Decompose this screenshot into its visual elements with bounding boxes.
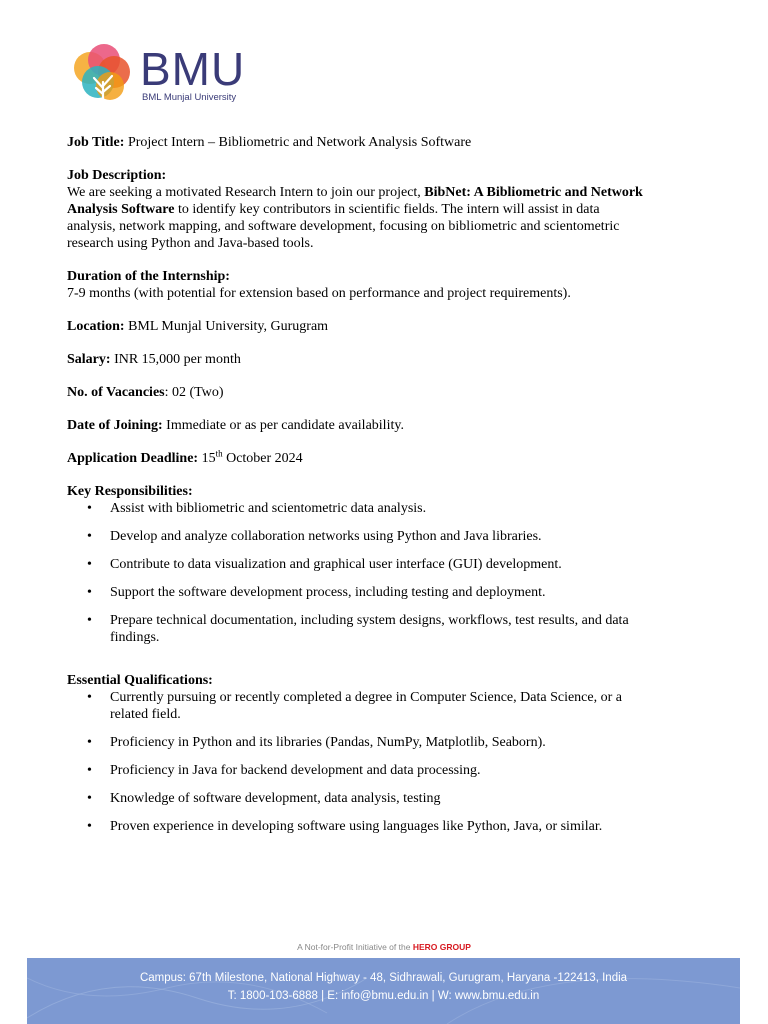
job-description-section	[67, 167, 647, 252]
job-title-row	[67, 134, 647, 151]
qualifications-list	[67, 689, 647, 835]
campus-address: Campus: 67th Milestone, National Highway - 48, Sidhrawali, Gurugram, Haryana -122413, India	[139, 972, 628, 984]
vacancies-label: No. of Vacancies	[67, 385, 165, 400]
vacancies-row	[67, 384, 647, 401]
duration-value: 7-9 months (with potential for extension based on performance and project requirements).	[67, 286, 571, 301]
joining-row	[67, 417, 647, 434]
location-label: Location:	[67, 319, 125, 334]
project-name: BibNet: A Bibliometric and Network Analysis Software	[67, 185, 643, 217]
duration-label: Duration of the Internship:	[67, 269, 230, 284]
hero-initiative-line	[0, 942, 768, 952]
contact-info: T: 1800-103-6888 | E: info@bmu.edu.in | W: www.bmu.edu.in	[227, 990, 540, 1002]
list-item: • Proficiency in Java for backend development and data processing.	[67, 762, 647, 779]
list-item: • Contribute to data visualization and graphical user interface (GUI) development.	[67, 556, 647, 573]
logo-wordmark: BMU	[140, 43, 246, 95]
deadline-day-suffix: th	[215, 448, 223, 459]
list-item: • Proficiency in Python and its libraries (Pandas, NumPy, Matplotlib, Seaborn).	[67, 734, 647, 751]
joining-label: Date of Joining:	[67, 418, 163, 433]
bmu-logo	[70, 42, 270, 110]
vacancies-value: : 02 (Two)	[164, 385, 224, 400]
deadline-rest: October 2024	[226, 451, 303, 466]
salary-row	[67, 351, 647, 368]
deadline-label: Application Deadline:	[67, 451, 199, 466]
location-value: BML Munjal University, Gurugram	[128, 319, 329, 334]
job-description-text-a: We are seeking a motivated Research Intern to join our project,	[67, 185, 425, 200]
responsibilities-section	[67, 483, 647, 646]
responsibilities-list	[67, 500, 647, 646]
list-item: • Support the software development process, including testing and deployment.	[67, 584, 647, 601]
deadline-day: 15	[201, 451, 216, 466]
list-item: • Proven experience in developing software using languages like Python, Java, or similar.	[67, 818, 647, 835]
footer-band	[27, 958, 740, 1024]
list-item: • Knowledge of software development, data analysis, testing	[67, 790, 647, 807]
duration-section	[67, 268, 647, 302]
location-row	[67, 318, 647, 335]
list-item: • Prepare technical documentation, including system designs, workflows, test results, and data findings.	[67, 612, 647, 646]
salary-label: Salary:	[67, 352, 111, 367]
hero-group-logo: HERO GROUP	[412, 942, 471, 952]
job-title-label: Job Title:	[67, 135, 125, 150]
qualifications-label: Essential Qualifications:	[67, 673, 213, 688]
list-item: • Currently pursuing or recently completed a degree in Computer Science, Data Science, or a related field.	[67, 689, 647, 723]
qualifications-section	[67, 672, 647, 835]
logo-subtitle: BML Munjal University	[142, 92, 237, 103]
list-item: • Develop and analyze collaboration networks using Python and Java libraries.	[67, 528, 647, 545]
job-posting	[67, 134, 647, 846]
deadline-row	[67, 450, 647, 467]
list-item: • Assist with bibliometric and scientometric data analysis.	[67, 500, 647, 517]
initiative-prefix: A Not-for-Profit Initiative of the	[297, 942, 411, 952]
joining-value: Immediate or as per candidate availability.	[166, 418, 404, 433]
job-title-value: Project Intern – Bibliometric and Network Analysis Software	[127, 135, 472, 150]
job-description-text-b: to identify key contributors in scientific fields. The intern will assist in data analysis, network mapping, and software development, focusing on bibliometric and scientometric research using Python and Java-based tools.	[67, 202, 620, 251]
job-description-label: Job Description:	[67, 168, 167, 183]
responsibilities-label: Key Responsibilities:	[67, 484, 193, 499]
bmu-tree-logo-icon	[70, 42, 136, 108]
salary-value: INR 15,000 per month	[114, 352, 241, 367]
